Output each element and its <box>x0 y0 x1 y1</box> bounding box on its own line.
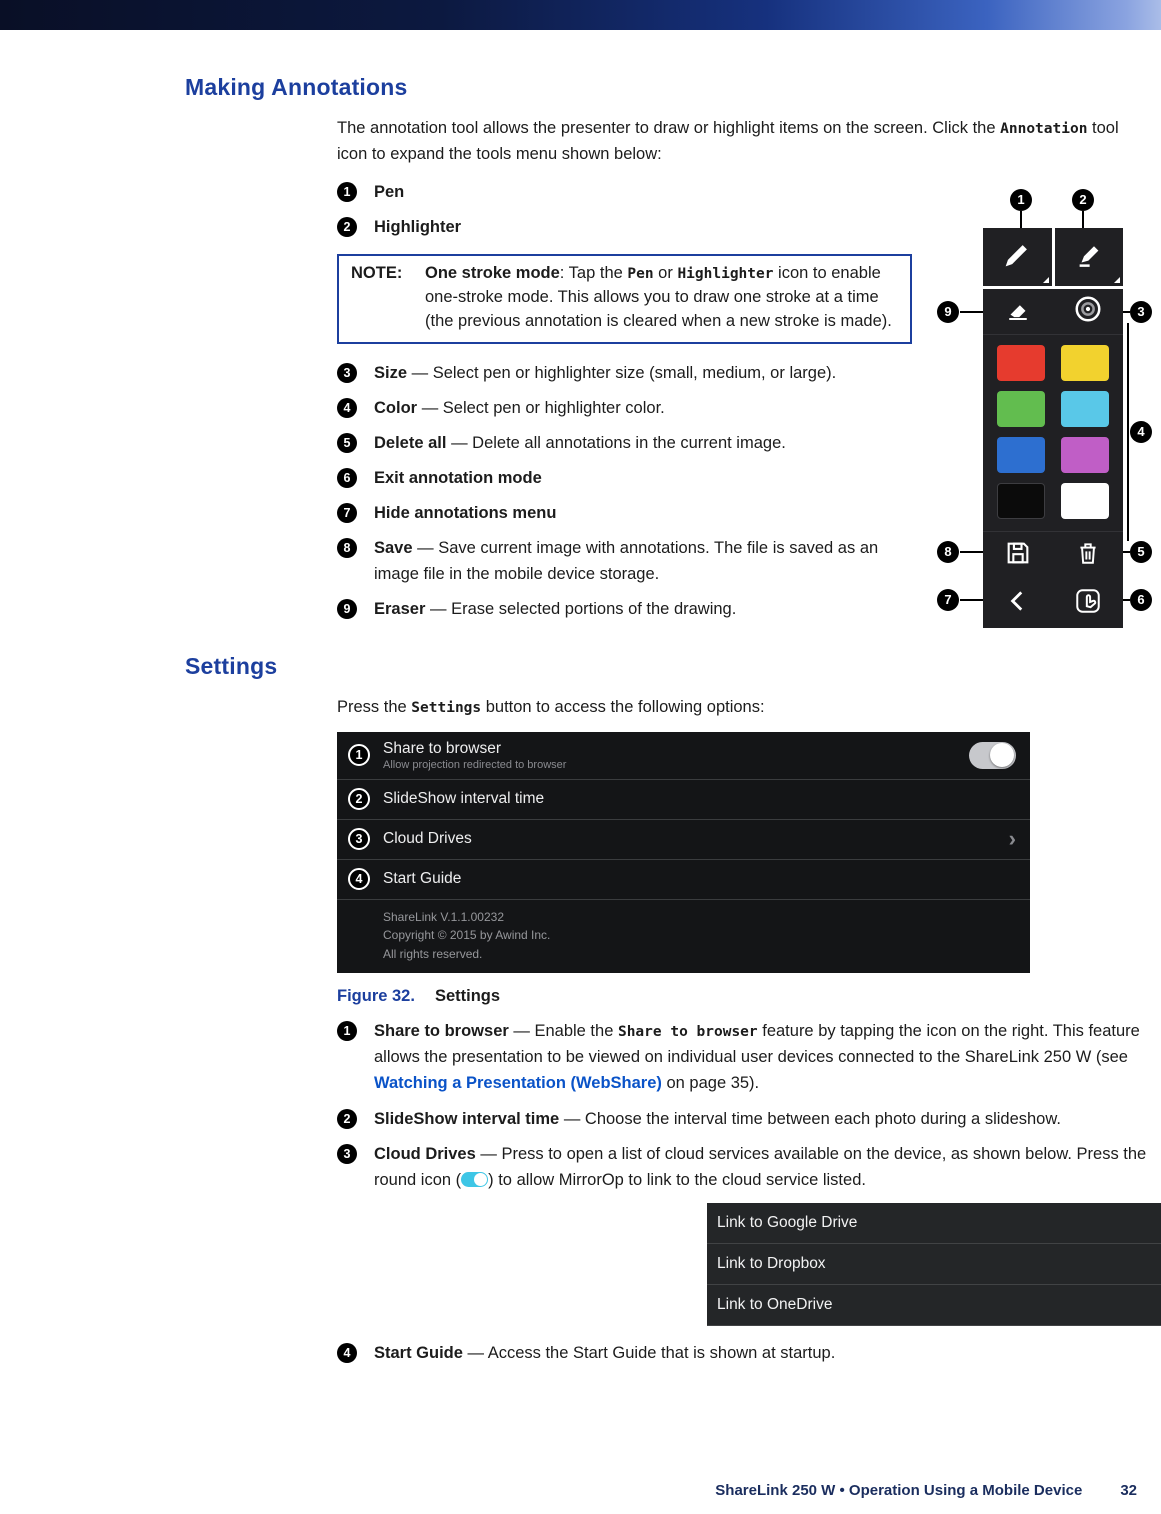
settings-code-word: Settings <box>411 699 482 716</box>
callout-line <box>1082 211 1084 228</box>
annotations-intro <box>337 115 1141 167</box>
footer-doc-title: ShareLink 250 W • Operation Using a Mobile Device <box>715 1482 1083 1499</box>
figure-callout-1: 1 <box>1010 189 1032 211</box>
cloud-drives-screenshot <box>707 1203 1161 1326</box>
figure-title: Settings <box>434 987 501 1006</box>
callout-number: 5 <box>337 433 357 453</box>
chevron-right-icon: › <box>1008 826 1016 852</box>
toggle-icon-inline <box>461 1172 488 1187</box>
callout-number: 6 <box>337 468 357 488</box>
color-swatch-blue <box>997 437 1045 473</box>
version-block <box>337 900 1030 974</box>
list-item-hide-menu <box>337 500 882 526</box>
share-to-browser-code-word: Share to browser <box>617 1024 758 1041</box>
pen-icon <box>1000 238 1034 277</box>
item-label: Exit annotation mode <box>374 469 542 488</box>
callout-line <box>1020 211 1022 228</box>
callout-number: 2 <box>337 217 357 237</box>
section-heading-making-annotations: Making Annotations <box>185 74 408 100</box>
note-term: One stroke mode <box>425 264 560 283</box>
settings-row-slideshow-interval <box>337 780 1030 820</box>
figure-number: Figure 32. <box>337 987 415 1006</box>
list-item-save <box>337 535 882 587</box>
screenshot-callout-3: 3 <box>348 828 370 850</box>
figure-callout-3: 3 <box>1130 301 1152 323</box>
item-desc: — Erase selected portions of the drawing. <box>429 600 737 619</box>
figure-callout-5: 5 <box>1130 541 1152 563</box>
figure-callout-6: 6 <box>1130 589 1152 611</box>
list-item-highlighter <box>337 214 882 240</box>
row-label: Link to Dropbox <box>717 1254 826 1272</box>
version-text: ShareLink V.1.1.00232 <box>383 909 504 924</box>
item-label: Share to browser <box>374 1022 509 1041</box>
color-swatch-red <box>997 345 1045 381</box>
settings-screenshot <box>337 732 1030 974</box>
highlighter-icon <box>1074 240 1104 275</box>
row-label: Share to browser <box>383 739 502 757</box>
item-label: Save <box>374 539 413 558</box>
annotation-toolbar-panel <box>983 228 1123 628</box>
item-label: Highlighter <box>374 218 462 237</box>
settings-items-list <box>337 1018 1161 1365</box>
callout-number: 1 <box>337 182 357 202</box>
color-swatch-purple <box>1061 437 1109 473</box>
figure-callout-4: 4 <box>1130 421 1152 443</box>
save-annotation-button <box>983 532 1053 578</box>
screenshot-callout-4: 4 <box>348 868 370 890</box>
note-label: NOTE: <box>351 264 403 283</box>
callout-number: 3 <box>337 1144 357 1164</box>
list-item-start-guide: 4 Start Guide — Access the Start Guide that is shown at startup. <box>337 1340 1152 1366</box>
item-label: Eraser <box>374 600 426 619</box>
share-to-browser-toggle <box>969 742 1016 769</box>
row-label: Link to OneDrive <box>717 1295 833 1313</box>
intro-text: The annotation tool allows the presenter to draw or highlight items on the screen. Click the <box>337 119 1001 137</box>
callout-number: 8 <box>337 538 357 558</box>
item-label: SlideShow interval time <box>374 1109 560 1128</box>
list-item-exit-annotation <box>337 465 882 491</box>
section-heading-settings: Settings <box>185 652 278 679</box>
figure-callout-9: 9 <box>937 301 959 323</box>
figure-callout-2: 2 <box>1072 189 1094 211</box>
size-selector-button <box>1053 289 1123 334</box>
callout-line <box>1123 311 1130 313</box>
rights-text: All rights reserved. <box>383 946 483 961</box>
highlighter-tool-button <box>1055 228 1124 286</box>
color-swatch-black <box>997 483 1045 519</box>
list-item-share-to-browser: 1 Share to browser — Enable the Share to browser feature by tapping the icon on the right. This feature allows the presentation to be viewed on individual user devices connected to the ShareLink 250 W (see Watching a Presentation (WebShare) on page 35). <box>337 1018 1152 1096</box>
trash-icon <box>1075 539 1101 572</box>
note-text: One stroke mode: Tap the Pen or Highlighter icon to enable one-stroke mode. This allows you to draw one stroke at a time (the previous annotation is cleared when a new stroke is made). <box>425 264 892 331</box>
callout-line <box>960 311 983 313</box>
exit-annotation-button <box>1053 578 1123 628</box>
item-label: Delete all <box>374 434 447 453</box>
list-item-size <box>337 360 882 386</box>
row-label: Link to Google Drive <box>717 1213 858 1231</box>
callout-line <box>960 551 983 553</box>
delete-all-button <box>1053 532 1123 578</box>
callout-number: 2 <box>337 1109 357 1129</box>
copyright-text: Copyright © 2015 by Awind Inc. <box>383 928 551 943</box>
list-item-slideshow-interval: 2 SlideShow interval time — Choose the interval time between each photo during a slideshow. <box>337 1106 1152 1132</box>
item-label: Pen <box>374 183 405 202</box>
pen-code-word: Pen <box>627 266 654 283</box>
page-footer <box>715 1482 1137 1499</box>
item-label: Hide annotations menu <box>374 504 557 523</box>
screenshot-callout-1: 1 <box>348 744 370 766</box>
item-label: Start Guide <box>374 1343 463 1362</box>
touch-hand-icon <box>1074 587 1102 620</box>
settings-row-share-to-browser <box>337 732 1030 780</box>
item-desc: — Save current image with annotations. The file is saved as an image file in the mobile device storage. <box>374 539 879 584</box>
row-label: Start Guide <box>383 870 462 888</box>
list-item-eraser <box>337 596 882 622</box>
callout-number: 1 <box>337 1021 357 1041</box>
callout-number: 4 <box>337 1343 357 1363</box>
row-label: Cloud Drives <box>383 830 472 848</box>
submenu-corner-icon <box>1043 277 1049 283</box>
annotation-tools-figure <box>928 182 1161 634</box>
color-swatch-yellow <box>1061 345 1109 381</box>
hide-menu-button <box>983 578 1053 628</box>
figure-caption <box>337 987 1161 1006</box>
settings-intro: Press the Settings button to access the following options: <box>337 697 765 716</box>
callout-bracket <box>1127 323 1129 541</box>
note-box <box>337 254 912 344</box>
cloud-row-google-drive <box>707 1203 1161 1244</box>
cloud-row-dropbox <box>707 1244 1161 1285</box>
item-label: Cloud Drives <box>374 1144 476 1163</box>
webshare-link[interactable]: Watching a Presentation (WebShare) <box>374 1074 662 1093</box>
submenu-corner-icon <box>1114 277 1120 283</box>
callout-number: 3 <box>337 363 357 383</box>
row-label: SlideShow interval time <box>383 790 545 808</box>
color-swatch-green <box>997 391 1045 427</box>
figure-callout-8: 8 <box>937 541 959 563</box>
item-desc: — Select pen or highlighter color. <box>421 399 665 418</box>
footer-page-number: 32 <box>1120 1482 1137 1499</box>
callout-number: 7 <box>337 503 357 523</box>
callout-line <box>1123 551 1130 553</box>
item-label: Color <box>374 399 418 418</box>
figure-callout-7: 7 <box>937 589 959 611</box>
item-label: Size <box>374 364 408 383</box>
list-item-delete-all <box>337 430 882 456</box>
settings-row-start-guide <box>337 860 1030 900</box>
screenshot-callout-2: 2 <box>348 788 370 810</box>
back-chevron-icon <box>1005 588 1031 619</box>
item-desc: — Select pen or highlighter size (small, medium, or large). <box>411 364 837 383</box>
callout-number: 9 <box>337 599 357 619</box>
intro-text-2: tool icon to expand the tools menu shown below: <box>337 119 1119 164</box>
list-item-color <box>337 395 882 421</box>
pen-tool-button <box>983 228 1052 286</box>
settings-row-cloud-drives <box>337 820 1030 860</box>
toggle-knob <box>990 743 1014 767</box>
item-desc: — Delete all annotations in the current image. <box>451 434 786 453</box>
highlighter-code-word: Highlighter <box>677 266 774 283</box>
eraser-icon <box>1002 294 1034 329</box>
list-item-cloud-drives: 3 Cloud Drives — Press to open a list of cloud services available on the device, as shown below. Press the round icon ( ) to allow MirrorOp to link to the cloud service listed. <box>337 1141 1152 1193</box>
list-item-pen <box>337 179 882 205</box>
row-sublabel: Allow projection redirected to browser <box>383 758 567 771</box>
color-swatch-white <box>1061 483 1109 519</box>
cloud-row-onedrive <box>707 1285 1161 1326</box>
callout-line <box>960 599 983 601</box>
save-icon <box>1004 539 1032 572</box>
color-swatch-grid <box>983 335 1123 532</box>
header-banner <box>0 0 1161 30</box>
eraser-tool-button <box>983 289 1053 334</box>
callout-number: 4 <box>337 398 357 418</box>
size-icon <box>1073 294 1103 329</box>
annotation-code-word: Annotation <box>1000 121 1088 137</box>
callout-line <box>1123 599 1130 601</box>
color-swatch-cyan <box>1061 391 1109 427</box>
